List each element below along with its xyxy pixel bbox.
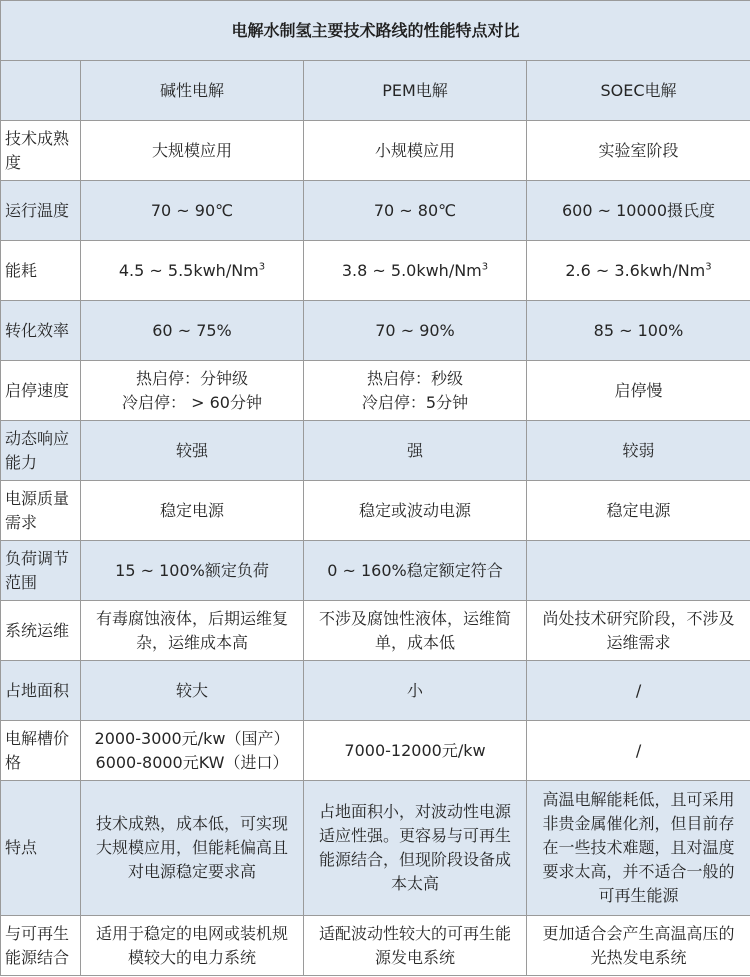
cell-line: 小规模应用 — [374, 140, 455, 160]
cell-soec — [527, 301, 750, 361]
header-soec: SOEC电解 — [527, 61, 750, 121]
table-row — [1, 481, 750, 541]
cell-line: 不涉及腐蚀性液体，运维简 — [318, 608, 511, 628]
table-title: 电解水制氢主要技术路线的性能特点对比 — [1, 1, 750, 61]
cell-line: 在一些技术难题，且对温度 — [542, 838, 735, 857]
cell-line: 15 ~ 100%额定负荷 — [115, 560, 269, 580]
cell-soec — [527, 721, 750, 781]
cell-line: 高温电解能耗低，且可采用 — [542, 790, 735, 809]
table-row — [1, 421, 750, 481]
cell-line: 小 — [406, 680, 423, 700]
cell-line: 电解槽价 — [5, 728, 70, 748]
cell-line: 能耗 — [5, 260, 38, 280]
row-label — [1, 121, 81, 181]
cell-pem — [304, 301, 527, 361]
row-label — [1, 601, 81, 661]
cell-line: 6000-8000元KW（进口） — [95, 752, 289, 772]
row-label — [1, 301, 81, 361]
cell-alkaline — [81, 661, 304, 721]
cell-line: 启停速度 — [5, 380, 70, 400]
cell-line: 负荷调节 — [5, 548, 70, 568]
row-label — [1, 181, 81, 241]
cell-line: 光热发电系统 — [590, 947, 687, 967]
cell-line: 70 ~ 80℃ — [373, 200, 457, 220]
table-row — [1, 781, 750, 916]
cell-pem — [304, 421, 527, 481]
cell-soec — [527, 661, 750, 721]
cell-line: 动态响应 — [5, 428, 70, 448]
cell-alkaline — [81, 241, 304, 301]
energy-unit: kwh/Nm — [639, 260, 706, 280]
cell-line: 0 ~ 160%稳定额定符合 — [327, 560, 503, 580]
cell-pem — [304, 181, 527, 241]
cell-line: 适用于稳定的电网或装机规 — [95, 923, 288, 943]
cell-line: 可再生能源 — [598, 886, 679, 905]
cell-line: 要求太高，并不适合一般的 — [542, 862, 735, 881]
cell-line: / — [635, 740, 642, 760]
cell-line: 占地面积 — [5, 680, 70, 700]
cell-line: 运行温度 — [5, 200, 70, 220]
header-corner — [1, 61, 81, 121]
cell-line: 技术成熟 — [5, 128, 70, 148]
cell-soec — [527, 916, 750, 976]
cell-line: 适应性强。更容易与可再生 — [318, 826, 511, 845]
cell-line: 运维需求 — [606, 632, 671, 652]
row-label — [1, 781, 81, 916]
table-row — [1, 301, 750, 361]
cell-alkaline — [81, 481, 304, 541]
cell-line: 大规模应用 — [151, 140, 232, 160]
table-row — [1, 181, 750, 241]
row-label — [1, 721, 81, 781]
header-row — [1, 61, 750, 121]
row-label — [1, 361, 81, 421]
cell-line: 有毒腐蚀液体，后期运维复 — [95, 608, 288, 628]
cell-pem — [304, 241, 527, 301]
cell-line: 大规模应用，但能耗偏高且 — [95, 838, 288, 857]
cell-line: 启停慢 — [614, 380, 663, 400]
cell-line: 杂，运维成本高 — [135, 632, 248, 652]
row-label — [1, 421, 81, 481]
energy-exponent: 3 — [705, 261, 712, 273]
cell-soec — [527, 781, 750, 916]
cell-alkaline — [81, 421, 304, 481]
table-row — [1, 541, 750, 601]
cell-soec — [527, 481, 750, 541]
cell-pem — [304, 721, 527, 781]
cell-pem — [304, 781, 527, 916]
cell-soec — [527, 181, 750, 241]
row-label — [1, 241, 81, 301]
cell-line: 特点 — [5, 838, 38, 857]
row-label — [1, 481, 81, 541]
title-row — [1, 1, 750, 61]
cell-alkaline — [81, 781, 304, 916]
cell-alkaline — [81, 361, 304, 421]
table-row — [1, 361, 750, 421]
cell-alkaline — [81, 121, 304, 181]
cell-pem — [304, 541, 527, 601]
cell-line: 热启停：秒级 — [366, 368, 463, 388]
cell-line: 需求 — [5, 512, 38, 532]
cell-pem — [304, 916, 527, 976]
cell-line: 电源质量 — [5, 488, 70, 508]
cell-alkaline — [81, 541, 304, 601]
cell-pem — [304, 661, 527, 721]
cell-line: 尚处技术研究阶段，不涉及 — [542, 608, 735, 628]
cell-line: 单，成本低 — [374, 632, 455, 652]
energy-exponent: 3 — [258, 261, 266, 273]
table-row — [1, 241, 750, 301]
cell-alkaline — [81, 721, 304, 781]
table-row — [1, 121, 750, 181]
cell-line: 稳定电源 — [159, 500, 224, 520]
cell-pem — [304, 361, 527, 421]
cell-line: 范围 — [5, 572, 38, 592]
cell-line: 2000-3000元/kw（国产） — [94, 728, 290, 748]
row-label — [1, 661, 81, 721]
row-label — [1, 916, 81, 976]
cell-line: 强 — [406, 440, 423, 460]
cell-soec — [527, 421, 750, 481]
cell-soec — [527, 361, 750, 421]
cell-line: 能力 — [5, 452, 38, 472]
cell-line: 能源结合，但现阶段设备成 — [318, 850, 511, 869]
cell-line: / — [635, 680, 642, 700]
cell-alkaline — [81, 601, 304, 661]
energy-value: 2.6 ~ 3.6 — [565, 260, 640, 280]
energy-exponent: 3 — [481, 261, 489, 273]
cell-alkaline — [81, 181, 304, 241]
cell-line: 转化效率 — [5, 320, 70, 340]
cell-soec — [527, 121, 750, 181]
cell-line: 较强 — [175, 440, 208, 460]
cell-line: 稳定或波动电源 — [358, 500, 471, 520]
header-alkaline: 碱性电解 — [81, 61, 304, 121]
cell-line: 适配波动性较大的可再生能 — [318, 923, 511, 943]
cell-line: 70 ~ 90% — [375, 320, 455, 340]
table-row — [1, 601, 750, 661]
cell-line: 较大 — [175, 680, 208, 700]
cell-line: 格 — [5, 752, 22, 772]
cell-pem — [304, 601, 527, 661]
cell-line: 更加适合会产生高温高压的 — [542, 923, 735, 943]
cell-line: 模较大的电力系统 — [127, 947, 256, 967]
cell-alkaline — [81, 301, 304, 361]
cell-line: 稳定电源 — [606, 500, 671, 520]
table-row — [1, 916, 750, 976]
cell-soec — [527, 601, 750, 661]
cell-line: 本太高 — [390, 874, 439, 893]
cell-line: 冷启停： > 60分钟 — [122, 392, 262, 412]
energy-unit: kwh/Nm — [416, 260, 482, 280]
cell-line: 非贵金属催化剂，但目前存 — [542, 814, 735, 833]
cell-pem — [304, 121, 527, 181]
cell-line: 热启停：分钟级 — [135, 368, 248, 388]
cell-line: 对电源稳定要求高 — [127, 862, 256, 881]
cell-line: 能源结合 — [5, 947, 70, 967]
energy-value: 3.8 ~ 5.0 — [341, 260, 417, 280]
cell-line: 85 ~ 100% — [593, 320, 684, 340]
header-pem: PEM电解 — [304, 61, 527, 121]
cell-soec — [527, 541, 750, 601]
energy-value: 4.5 ~ 5.5 — [118, 260, 194, 280]
cell-line: 60 ~ 75% — [152, 320, 232, 340]
table-row — [1, 721, 750, 781]
cell-line: 源发电系统 — [374, 947, 455, 967]
row-label — [1, 541, 81, 601]
cell-alkaline — [81, 916, 304, 976]
table-body — [1, 1, 750, 976]
cell-line: 度 — [5, 152, 22, 172]
cell-line: 与可再生 — [5, 923, 70, 943]
cell-line: 7000-12000元/kw — [344, 740, 486, 760]
cell-line: 冷启停：5分钟 — [361, 392, 469, 412]
cell-line: 70 ~ 90℃ — [150, 200, 234, 220]
cell-pem — [304, 481, 527, 541]
cell-line: 占地面积小，对波动性电源 — [318, 802, 511, 821]
cell-line: 600 ~ 10000摄氏度 — [561, 200, 716, 220]
cell-line: 较弱 — [622, 440, 655, 460]
table-row — [1, 661, 750, 721]
cell-line: 实验室阶段 — [598, 140, 679, 160]
cell-line: 系统运维 — [5, 620, 70, 640]
cell-soec — [527, 241, 750, 301]
cell-line: 技术成熟，成本低，可实现 — [95, 814, 288, 833]
energy-unit: kwh/Nm — [193, 260, 259, 280]
